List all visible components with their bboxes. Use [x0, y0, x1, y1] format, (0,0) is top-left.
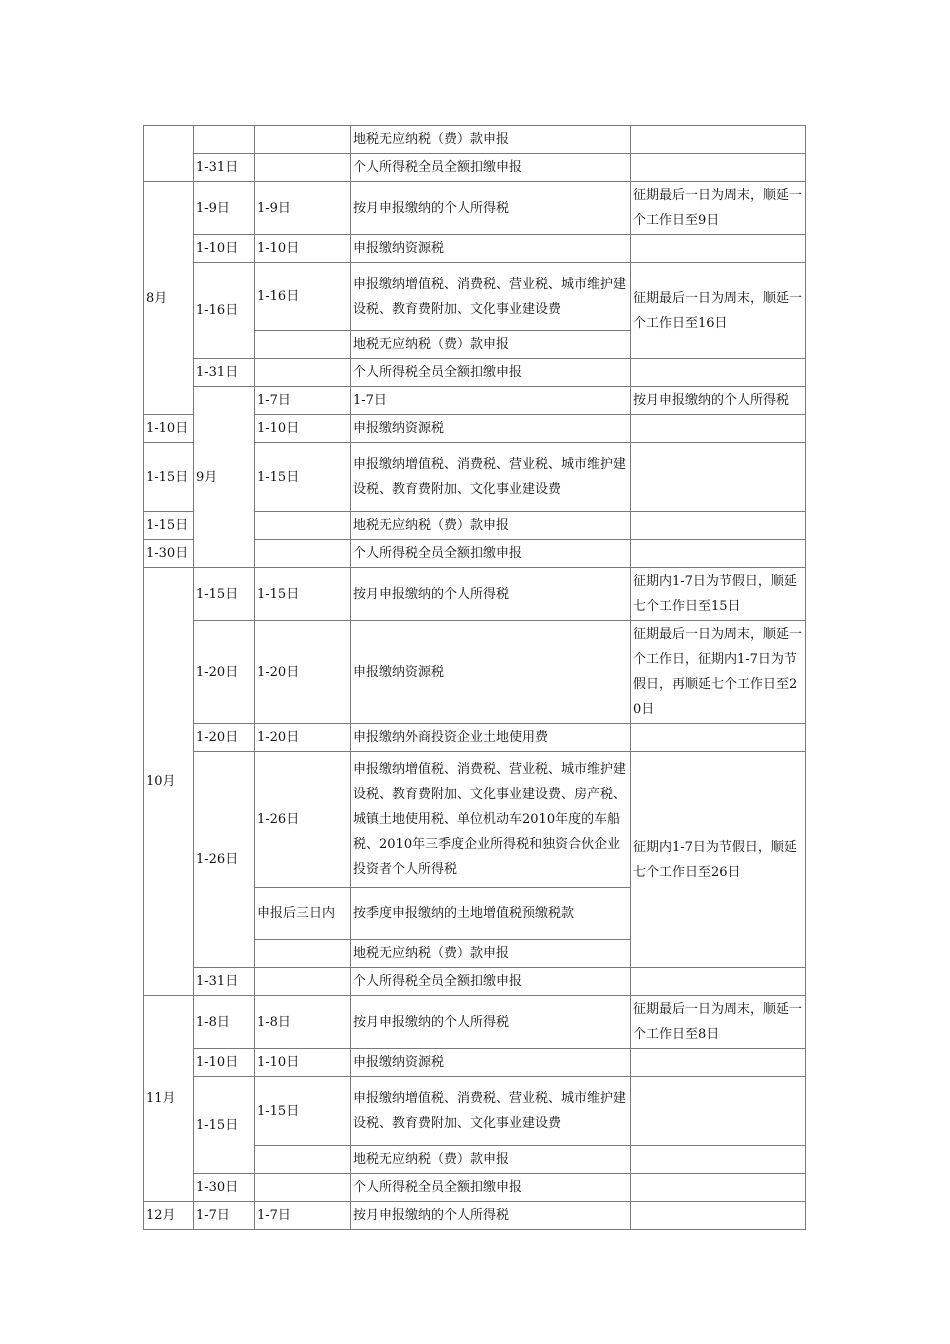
table-cell: 1-30日: [194, 1174, 255, 1202]
table-body: [144, 126, 806, 1230]
table-row: [144, 182, 806, 235]
table-cell: [631, 1077, 806, 1146]
table-cell: [255, 126, 351, 154]
table-cell: 征期最后一日为周末，顺延一个工作日至9日: [631, 182, 806, 235]
table-cell: 11月: [144, 996, 194, 1202]
table-cell: 个人所得税全员全额扣缴申报: [351, 968, 631, 996]
table-row: [144, 568, 806, 621]
table-cell: 1-10日: [255, 235, 351, 263]
table-row: [144, 1202, 806, 1230]
table-cell: [255, 154, 351, 182]
table-cell: 地税无应纳税（费）款申报: [351, 1146, 631, 1174]
table-cell: 征期最后一日为周末，顺延一个工作日至8日: [631, 996, 806, 1049]
table-cell: [144, 126, 194, 182]
table-cell: [631, 540, 806, 568]
table-cell: [255, 1146, 351, 1174]
table-cell: 1-10日: [255, 415, 351, 443]
table-cell: [255, 540, 351, 568]
table-cell: 10月: [144, 568, 194, 996]
table-cell: [255, 359, 351, 387]
table-cell: 1-16日: [255, 263, 351, 331]
table-cell: 申报缴纳资源税: [351, 1049, 631, 1077]
table-cell: 个人所得税全员全额扣缴申报: [351, 540, 631, 568]
table-cell: 1-15日: [255, 1077, 351, 1146]
table-cell: 1-7日: [255, 1202, 351, 1230]
table-row: [144, 359, 806, 387]
table-cell: 12月: [144, 1202, 194, 1230]
table-cell: 1-26日: [194, 752, 255, 968]
table-cell: 按月申报缴纳的个人所得税: [351, 996, 631, 1049]
table-cell: [631, 1174, 806, 1202]
table-cell: 1-15日: [144, 512, 194, 540]
table-cell: [631, 1049, 806, 1077]
table-row: [144, 1049, 806, 1077]
table-cell: 1-20日: [255, 724, 351, 752]
table-cell: 1-20日: [194, 724, 255, 752]
table-cell: 1-7日: [255, 387, 351, 415]
table-cell: 按季度申报缴纳的土地增值税预缴税款: [351, 888, 631, 940]
table-cell: 个人所得税全员全额扣缴申报: [351, 1174, 631, 1202]
table-cell: 征期最后一日为周末，顺延一个工作日至16日: [631, 263, 806, 359]
table-cell: 1-15日: [144, 443, 194, 512]
table-row: [144, 235, 806, 263]
table-cell: [255, 331, 351, 359]
table-cell: 征期最后一日为周末，顺延一个工作日，征期内1-7日为节假日，再顺延七个工作日至20日: [631, 621, 806, 724]
table-cell: [631, 415, 806, 443]
table-cell: 地税无应纳税（费）款申报: [351, 940, 631, 968]
table-cell: 按月申报缴纳的个人所得税: [351, 1202, 631, 1230]
table-cell: 1-9日: [255, 182, 351, 235]
table-cell: [631, 154, 806, 182]
table-cell: 申报缴纳外商投资企业土地使用费: [351, 724, 631, 752]
table-cell: 1-15日: [194, 1077, 255, 1174]
table-cell: 1-8日: [194, 996, 255, 1049]
table-cell: 地税无应纳税（费）款申报: [351, 512, 631, 540]
table-row: [144, 263, 806, 331]
table-row: [144, 724, 806, 752]
table-cell: 征期内1-7日为节假日，顺延七个工作日至15日: [631, 568, 806, 621]
table-cell: 1-7日: [351, 387, 631, 415]
table-cell: 1-8日: [255, 996, 351, 1049]
table-cell: 按月申报缴纳的个人所得税: [351, 182, 631, 235]
table-cell: 1-31日: [194, 154, 255, 182]
table-cell: 征期内1-7日为节假日，顺延七个工作日至26日: [631, 752, 806, 968]
table-cell: 9月: [194, 387, 255, 568]
table-cell: [631, 968, 806, 996]
table-cell: 申报缴纳增值税、消费税、营业税、城市维护建设税、教育费附加、文化事业建设费: [351, 1077, 631, 1146]
tax-calendar-table: [143, 125, 806, 1230]
table-row: [144, 968, 806, 996]
table-cell: 1-9日: [194, 182, 255, 235]
table-cell: 1-10日: [255, 1049, 351, 1077]
table-cell: 1-31日: [194, 968, 255, 996]
table-cell: 1-15日: [255, 568, 351, 621]
table-row: [144, 752, 806, 888]
table-cell: 1-20日: [255, 621, 351, 724]
table-cell: [255, 940, 351, 968]
table-cell: 按月申报缴纳的个人所得税: [351, 568, 631, 621]
table-cell: 申报后三日内: [255, 888, 351, 940]
table-cell: [255, 968, 351, 996]
table-cell: 申报缴纳增值税、消费税、营业税、城市维护建设税、教育费附加、文化事业建设费、房产税、城镇土地使用税、单位机动车2010年度的车船税、2010年三季度企业所得税和独资合伙企业投资者个人所得税: [351, 752, 631, 888]
table-cell: [631, 1202, 806, 1230]
table-cell: [631, 126, 806, 154]
table-row: [144, 1077, 806, 1146]
table-cell: 申报缴纳增值税、消费税、营业税、城市维护建设税、教育费附加、文化事业建设费: [351, 263, 631, 331]
table-row: [144, 621, 806, 724]
table-cell: 按月申报缴纳的个人所得税: [631, 387, 806, 415]
table-row: [144, 154, 806, 182]
table-cell: 申报缴纳资源税: [351, 415, 631, 443]
table-cell: [631, 359, 806, 387]
table-row: [144, 1174, 806, 1202]
table-cell: [631, 512, 806, 540]
table-cell: 地税无应纳税（费）款申报: [351, 126, 631, 154]
table-cell: 1-16日: [194, 263, 255, 359]
table-cell: 1-15日: [194, 568, 255, 621]
table-cell: 1-10日: [194, 1049, 255, 1077]
table-cell: [194, 126, 255, 154]
table-cell: [255, 512, 351, 540]
table-cell: 1-30日: [144, 540, 194, 568]
table-cell: [631, 443, 806, 512]
table-cell: 1-10日: [144, 415, 194, 443]
table-cell: 申报缴纳增值税、消费税、营业税、城市维护建设税、教育费附加、文化事业建设费: [351, 443, 631, 512]
table-cell: 个人所得税全员全额扣缴申报: [351, 359, 631, 387]
table-cell: 个人所得税全员全额扣缴申报: [351, 154, 631, 182]
table-cell: [631, 235, 806, 263]
table-cell: 申报缴纳资源税: [351, 621, 631, 724]
table-cell: 地税无应纳税（费）款申报: [351, 331, 631, 359]
table-cell: [255, 1174, 351, 1202]
document-page: [143, 125, 806, 1230]
table-cell: 1-20日: [194, 621, 255, 724]
table-cell: 申报缴纳资源税: [351, 235, 631, 263]
table-row: [144, 387, 806, 415]
table-cell: 1-15日: [255, 443, 351, 512]
table-cell: 1-26日: [255, 752, 351, 888]
table-cell: 1-10日: [194, 235, 255, 263]
table-cell: [631, 724, 806, 752]
table-cell: [631, 1146, 806, 1174]
table-cell: 8月: [144, 182, 194, 415]
table-row: [144, 126, 806, 154]
table-row: [144, 996, 806, 1049]
table-cell: 1-31日: [194, 359, 255, 387]
table-cell: 1-7日: [194, 1202, 255, 1230]
